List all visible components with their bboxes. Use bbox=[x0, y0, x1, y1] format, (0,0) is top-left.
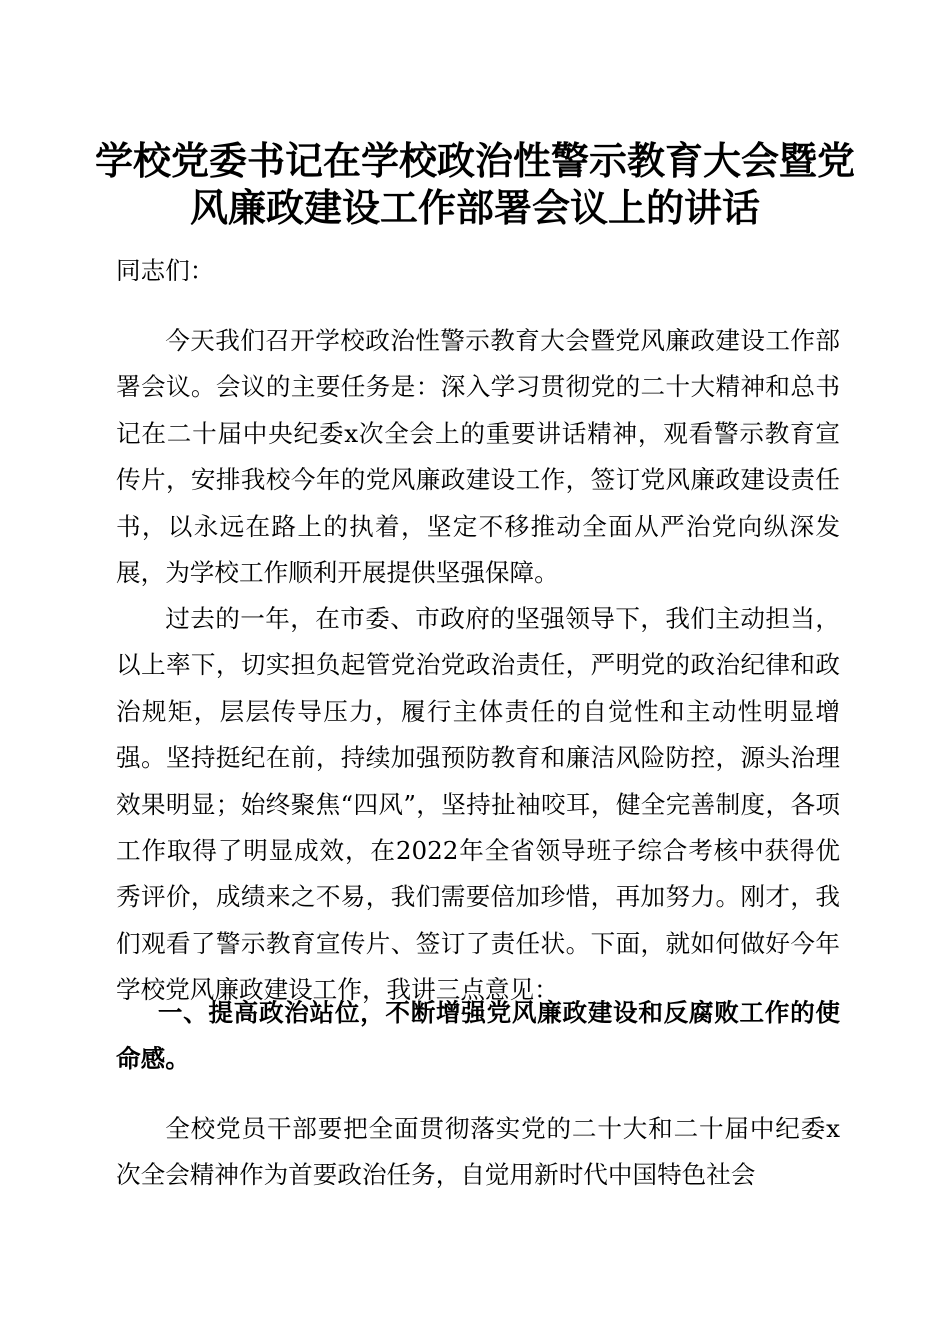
section-heading-1: 一、提高政治站位，不断增强党风廉政建设和反腐败工作的使命感。 bbox=[116, 998, 840, 1074]
paragraph-3: 全校党员干部要把全面贯彻落实党的二十大和二十届中纪委x次全会精神作为首要政治任务，自觉用新时代中国特色社会 bbox=[116, 1114, 840, 1190]
salutation: 同志们： bbox=[116, 256, 215, 285]
paragraph-1: 今天我们召开学校政治性警示教育大会暨党风廉政建设工作部署会议。会议的主要任务是：深入学习贯彻党的二十大精神和总书记在二十届中央纪委x次全会上的重要讲话精神，观看警示教育宣传片，安排我校今年的党风廉政建设工作，签订党风廉政建设责任书，以永远在路上的执着，坚定不移推动全面从严治党向纵深发展，为学校工作顺利开展提供坚强保障。 bbox=[116, 326, 840, 588]
document-title-line-2: 风廉政建设工作部署会议上的讲话 bbox=[189, 185, 760, 230]
paragraph-2: 过去的一年，在市委、市政府的坚强领导下，我们主动担当，以上率下，切实担负起管党治党政治责任，严明党的政治纪律和政治规矩，层层传导压力，履行主体责任的自觉性和主动性明显增强。坚持挺纪在前，持续加强预防教育和廉洁风险防控，源头治理效果明显；始终聚焦“四风”，坚持扯袖咬耳，健全完善制度，各项工作取得了明显成效，在2022年全省领导班子综合考核中获得优秀评价，成绩来之不易，我们需要倍加珍惜，再加努力。刚才，我们观看了警示教育宣传片、签订了责任状。下面，就如何做好今年学校党风廉政建设工作，我讲三点意见： bbox=[116, 604, 840, 1005]
document-title-line-1: 学校党委书记在学校政治性警示教育大会暨党 bbox=[94, 138, 855, 183]
